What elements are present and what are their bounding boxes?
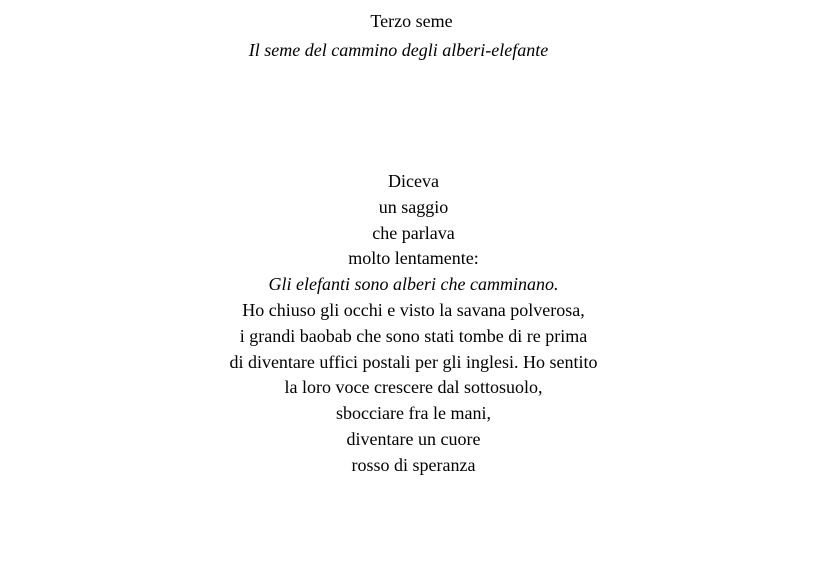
poem-line: sbocciare fra le mani, xyxy=(336,403,491,424)
poem-line: la loro voce crescere dal sottosuolo, xyxy=(284,377,543,398)
subtitle: Il seme del cammino degli alberi-elefante xyxy=(248,40,549,60)
poem-line: Diceva xyxy=(388,171,439,191)
poem-line-italic: Gli elefanti sono alberi che camminano. xyxy=(268,274,559,295)
poem-body xyxy=(0,169,829,479)
section-title: Terzo seme xyxy=(370,11,453,31)
poem-line: rosso di speranza xyxy=(351,454,476,475)
poem-line: Ho chiuso gli occhi e visto la savana polverosa, xyxy=(242,299,585,320)
poem-line: i grandi baobab che sono stati tombe di re prima xyxy=(239,325,588,346)
poem-line: di diventare uffici postali per gli inglesi. Ho sentito xyxy=(229,351,598,372)
poem-line: un saggio xyxy=(378,196,449,217)
poem-line: diventare un cuore xyxy=(346,428,481,449)
poem-line: molto lentamente: xyxy=(348,248,479,269)
poem-line: che parlava xyxy=(372,222,455,243)
